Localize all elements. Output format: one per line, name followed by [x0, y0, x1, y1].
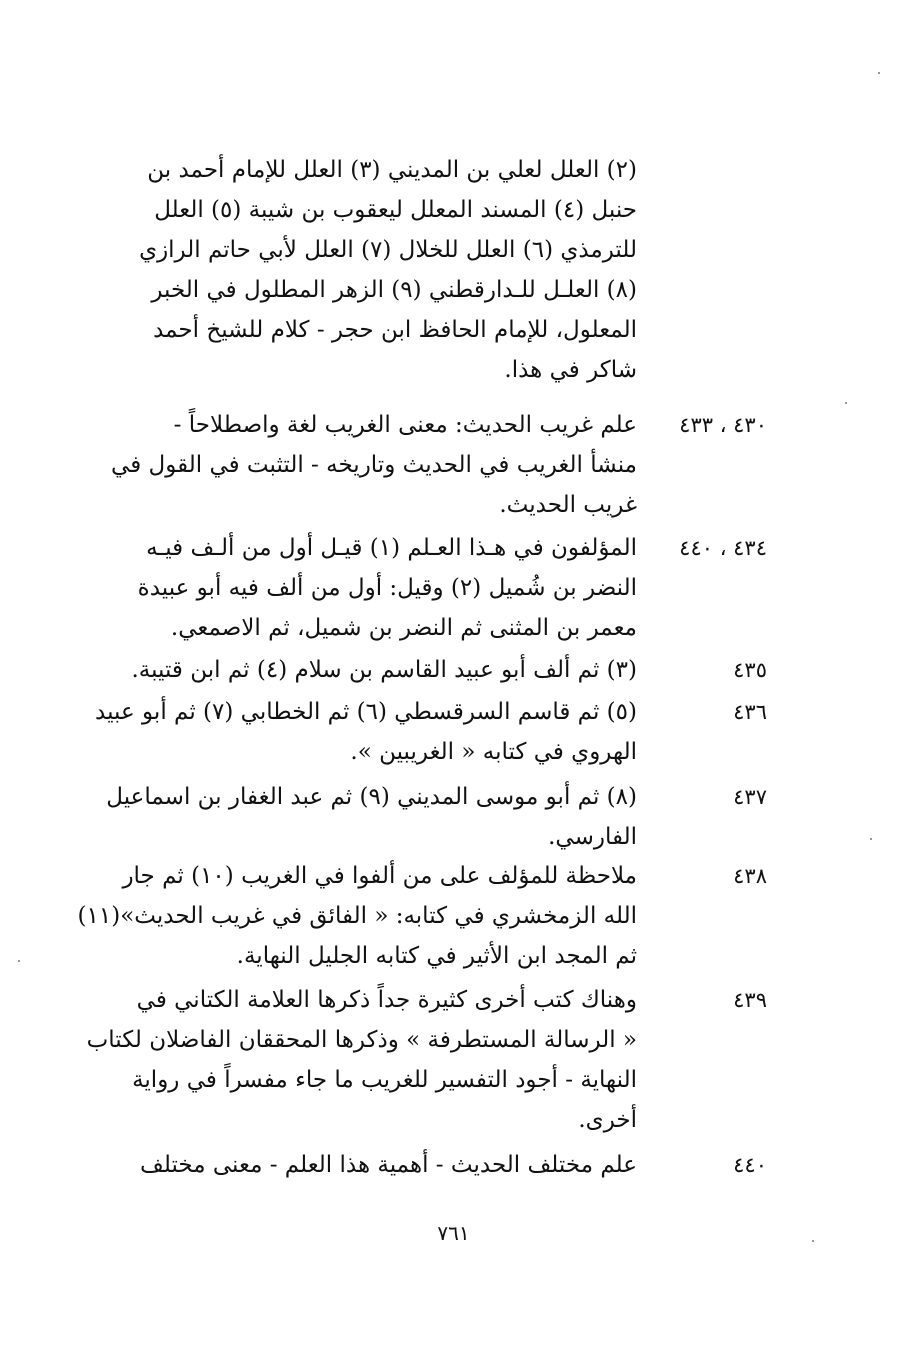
text-line: علم مختلف الحديث - أهمية هذا العلم - معنى مختلف [140, 1152, 637, 1178]
entry-page-numbers: ٤٣٠ ، ٤٣٣ [679, 413, 767, 437]
text-line: الهروي في كتابه « الغريبين ». [350, 739, 637, 765]
scan-speck [878, 72, 880, 74]
scan-speck [870, 838, 872, 840]
entry-text [107, 777, 637, 857]
text-line: ملاحظة للمؤلف على من ألفوا في الغريب (١٠) ثم جار [122, 863, 637, 889]
entry-text [107, 650, 637, 690]
entry-text [107, 405, 637, 525]
scan-speck [812, 1240, 814, 1242]
entry-text [86, 980, 637, 1140]
text-line: (٨) العلـل للـدارقطني (٩) الزهر المطلول في الخبر [151, 277, 637, 303]
text-line: غريب الحديث. [499, 492, 637, 518]
text-line: أخرى. [578, 1107, 637, 1133]
text-line: منشأ الغريب في الحديث وتاريخه - التثبت في القول في [111, 452, 637, 478]
text-line: « الرسالة المستطرفة » وذكرها المحققان الفاضلان لكتاب [86, 1027, 637, 1053]
text-line: (٥) ثم قاسم السرقسطي (٦) ثم الخطابي (٧) ثم أبو عبيد [95, 699, 637, 725]
entry-page-numbers: ٤٣٥ [733, 658, 767, 682]
scan-speck [845, 402, 847, 404]
page-number: ٧٦١ [437, 1221, 470, 1245]
text-line: علم غريب الحديث: معنى الغريب لغة واصطلاحاً - [173, 412, 637, 438]
entry-page-numbers: ٤٤٠ [733, 1153, 767, 1177]
text-line: وهناك كتب أخرى كثيرة جداً ذكرها العلامة الكتاني في [136, 987, 637, 1013]
scan-speck [18, 960, 20, 962]
text-line: ثم المجد ابن الأثير في كتابه الجليل النهاية. [236, 943, 637, 969]
text-line: شاكر في هذا. [504, 357, 637, 383]
text-line: (٢) العلل لعلي بن المديني (٣) العلل للإمام أحمد بن [147, 157, 637, 183]
text-line: (٣) ثم ألف أبو عبيد القاسم بن سلام (٤) ثم ابن قتيبة. [131, 657, 637, 683]
text-line: معمر بن المثنى ثم النضر بن شميل، ثم الاصمعي. [170, 615, 637, 641]
entry-text [77, 856, 637, 976]
text-line: النهاية - أجود التفسير للغريب ما جاء مفسراً في رواية [132, 1067, 637, 1093]
text-line: الفارسي. [548, 824, 637, 850]
entry-page-numbers: ٤٣٦ [733, 700, 767, 724]
entry-text [95, 692, 637, 772]
entry-text [107, 150, 637, 390]
entry-text [107, 528, 637, 648]
entry-page-numbers: ٤٣٨ [733, 864, 767, 888]
text-line: حنبل (٤) المسند المعلل ليعقوب بن شيبة (٥) العلل [154, 197, 637, 223]
text-line: المعلول، للإمام الحافظ ابن حجر - كلام للشيخ أحمد [153, 317, 637, 343]
entry-page-numbers: ٤٣٧ [733, 785, 767, 809]
entry-page-numbers: ٤٣٤ ، ٤٤٠ [679, 536, 767, 560]
text-line: النضر بن شُميل (٢) وقيل: أول من ألف فيه أبو عبيدة [137, 575, 637, 601]
entry-page-numbers: ٤٣٩ [733, 988, 767, 1012]
text-line: المؤلفون في هـذا العـلم (١) قيـل أول من ألـف فيـه [146, 535, 637, 561]
entry-text [107, 1145, 637, 1185]
text-line: للترمذي (٦) العلل للخلال (٧) العلل لأبي حاتم الرازي [139, 237, 637, 263]
text-line: (٨) ثم أبو موسى المديني (٩) ثم عبد الغفار بن اسماعيل [106, 784, 637, 810]
text-line: الله الزمخشري في كتابه: « الفائق في غريب الحديث»(١١) [77, 903, 637, 929]
